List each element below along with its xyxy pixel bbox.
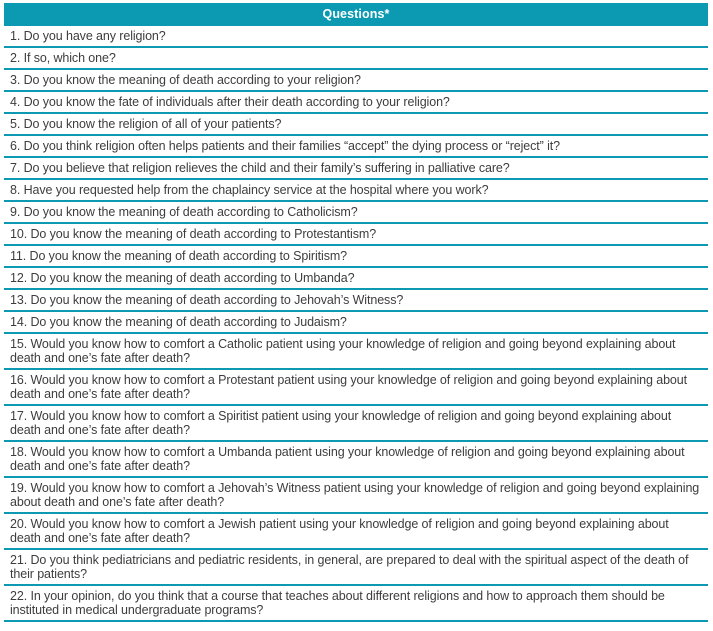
- question-text: 22. In your opinion, do you think that a course that teaches about different religions and how to approach them should be instituted in medical undergraduate programs?: [10, 589, 665, 617]
- question-text: 20. Would you know how to comfort a Jewish patient using your knowledge of religion and going beyond explaining about death and one’s fate after death?: [10, 517, 669, 545]
- question-row: [4, 550, 708, 586]
- question-row: [4, 442, 708, 478]
- table-header: Questions*: [4, 3, 708, 26]
- question-text: 21. Do you think pediatricians and pediatric residents, in general, are prepared to deal with the spiritual aspect of the death of their patients?: [10, 553, 689, 581]
- question-text: 17. Would you know how to comfort a Spiritist patient using your knowledge of religion and going beyond explaining about death and one’s fate after death?: [10, 409, 672, 437]
- question-row: [4, 224, 708, 246]
- question-text: 13. Do you know the meaning of death according to Jehovah’s Witness?: [10, 293, 404, 307]
- question-row: [4, 202, 708, 224]
- question-text: 8. Have you requested help from the chaplaincy service at the hospital where you work?: [10, 183, 489, 197]
- question-row: [4, 70, 708, 92]
- question-row: [4, 114, 708, 136]
- question-text: 16. Would you know how to comfort a Protestant patient using your knowledge of religion and going beyond explaining about death and one’s fate after death?: [10, 373, 688, 401]
- question-text: 3. Do you know the meaning of death according to your religion?: [10, 73, 361, 87]
- question-row: [4, 370, 708, 406]
- question-row: [4, 180, 708, 202]
- question-row: [4, 136, 708, 158]
- question-text: 12. Do you know the meaning of death according to Umbanda?: [10, 271, 355, 285]
- question-row: [4, 586, 708, 622]
- question-text: 4. Do you know the fate of individuals after their death according to your religion?: [10, 95, 450, 109]
- question-text: 18. Would you know how to comfort a Umbanda patient using your knowledge of religion and going beyond explaining about death and one’s fate after death?: [10, 445, 685, 473]
- question-text: 5. Do you know the religion of all of your patients?: [10, 117, 282, 131]
- questions-table: [4, 3, 708, 622]
- question-row: [4, 478, 708, 514]
- question-text: 2. If so, which one?: [10, 51, 116, 65]
- question-row: [4, 514, 708, 550]
- question-row: [4, 406, 708, 442]
- question-text: 9. Do you know the meaning of death according to Catholicism?: [10, 205, 358, 219]
- question-text: 6. Do you think religion often helps patients and their families “accept” the dying process or “reject” it?: [10, 139, 561, 153]
- question-row: [4, 26, 708, 48]
- question-row: [4, 334, 708, 370]
- question-text: 11. Do you know the meaning of death according to Spiritism?: [10, 249, 348, 263]
- question-row: [4, 312, 708, 334]
- question-row: [4, 246, 708, 268]
- question-row: [4, 158, 708, 180]
- question-text: 10. Do you know the meaning of death according to Protestantism?: [10, 227, 377, 241]
- question-text: 15. Would you know how to comfort a Catholic patient using your knowledge of religion and going beyond explaining about death and one’s fate after death?: [10, 337, 676, 365]
- question-row: [4, 92, 708, 114]
- question-row: [4, 268, 708, 290]
- question-row: [4, 290, 708, 312]
- question-text: 14. Do you know the meaning of death according to Judaism?: [10, 315, 347, 329]
- question-text: 19. Would you know how to comfort a Jehovah’s Witness patient using your knowledge of religion and going beyond explaining about death and one’s fate after death?: [10, 481, 700, 509]
- question-row: [4, 48, 708, 70]
- question-text: 1. Do you have any religion?: [10, 29, 166, 43]
- table-body: [4, 26, 708, 622]
- question-text: 7. Do you believe that religion relieves the child and their family’s suffering in palliative care?: [10, 161, 510, 175]
